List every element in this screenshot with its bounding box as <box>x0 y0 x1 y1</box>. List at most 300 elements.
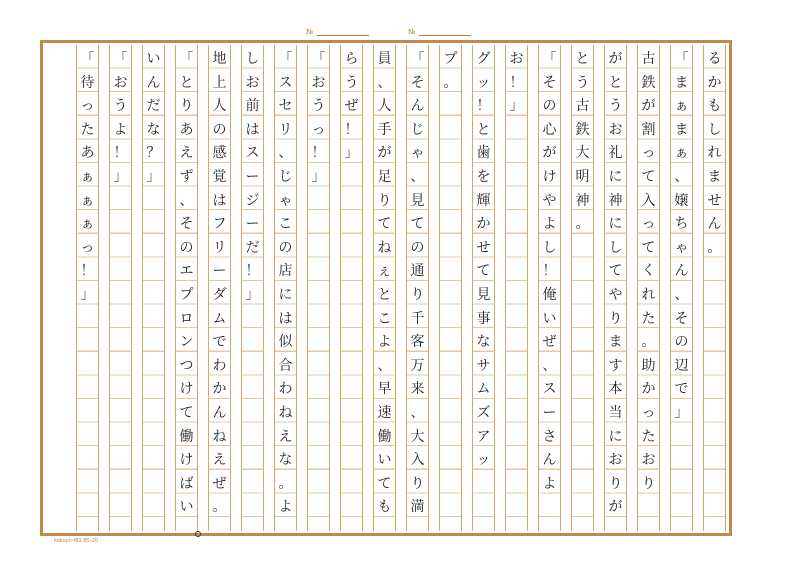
manuscript-char: は <box>212 192 227 209</box>
manuscript-char: 店 <box>278 263 293 280</box>
manuscript-char: う <box>344 74 359 91</box>
manuscript-char: 、 <box>410 168 425 185</box>
manuscript-char: な <box>278 452 293 469</box>
manuscript-column <box>472 45 495 531</box>
manuscript-char: ぁ <box>674 145 689 162</box>
manuscript-column <box>109 45 132 531</box>
manuscript-char: の <box>212 121 227 138</box>
manuscript-char: 「 <box>113 51 128 67</box>
manuscript-char: の <box>278 239 293 256</box>
manuscript-char: 。 <box>641 334 656 351</box>
manuscript-char: ぁ <box>80 168 95 185</box>
manuscript-char: ま <box>674 121 689 138</box>
manuscript-char: 足 <box>377 168 392 185</box>
manuscript-char: た <box>641 310 656 327</box>
manuscript-column <box>208 45 231 531</box>
manuscript-char: ッ <box>476 74 491 91</box>
manuscript-char: い <box>542 310 557 327</box>
manuscript-char: は <box>245 121 260 138</box>
manuscript-char: お <box>311 74 326 91</box>
manuscript-char: ！ <box>80 263 95 280</box>
manuscript-char: よ <box>113 121 128 138</box>
manuscript-char: れ <box>641 286 656 303</box>
manuscript-char: け <box>542 168 557 185</box>
column-gap <box>429 45 439 531</box>
manuscript-char: 「 <box>311 51 326 67</box>
manuscript-char: ね <box>377 239 392 256</box>
column-gap <box>297 45 307 531</box>
manuscript-char: 」 <box>80 286 95 303</box>
manuscript-char: し <box>707 121 722 138</box>
manuscript-char: 「 <box>542 51 557 67</box>
column-gap <box>396 45 406 531</box>
manuscript-column <box>571 45 594 531</box>
manuscript-char: く <box>641 263 656 280</box>
manuscript-char: ー <box>212 263 227 280</box>
manuscript-char: 「 <box>179 51 194 67</box>
manuscript-char: じ <box>410 121 425 138</box>
manuscript-char: そ <box>542 74 557 91</box>
manuscript-char: な <box>476 334 491 351</box>
manuscript-char: わ <box>278 381 293 398</box>
manuscript-char: え <box>278 428 293 445</box>
manuscript-char: ー <box>542 404 557 421</box>
manuscript-char: の <box>542 98 557 115</box>
manuscript-char: せ <box>707 192 722 209</box>
manuscript-column <box>406 45 429 531</box>
manuscript-char: ぁ <box>80 192 95 209</box>
manuscript-char: つ <box>179 357 194 374</box>
column-gap <box>594 45 604 531</box>
column-gap <box>99 45 109 531</box>
manuscript-char: よ <box>542 216 557 233</box>
manuscript-char: っ <box>641 145 656 162</box>
manuscript-char: 神 <box>575 192 590 209</box>
manuscript-char: ん <box>707 216 722 233</box>
manuscript-char: て <box>410 216 425 233</box>
manuscript-column <box>670 45 693 531</box>
column-gap <box>231 45 241 531</box>
manuscript-char: が <box>377 145 392 162</box>
manuscript-char: わ <box>212 357 227 374</box>
manuscript-char: に <box>278 286 293 303</box>
manuscript-char: り <box>410 475 425 492</box>
column-gap <box>561 45 571 531</box>
manuscript-column <box>340 45 363 531</box>
manuscript-char: ゃ <box>674 239 689 256</box>
manuscript-char: 働 <box>179 428 194 445</box>
manuscript-char: 万 <box>410 357 425 374</box>
manuscript-char: 満 <box>410 499 425 516</box>
manuscript-char: 「 <box>410 51 425 67</box>
manuscript-char: ス <box>245 145 260 162</box>
manuscript-column <box>439 45 462 531</box>
manuscript-column <box>274 45 297 531</box>
manuscript-char: 合 <box>278 357 293 374</box>
manuscript-char: 速 <box>377 404 392 421</box>
manuscript-char: ぜ <box>212 475 227 492</box>
manuscript-char: 」 <box>146 168 161 185</box>
manuscript-char: た <box>641 428 656 445</box>
manuscript-char: ま <box>608 334 623 351</box>
manuscript-char: 辺 <box>674 357 689 374</box>
manuscript-char: 待 <box>80 74 95 91</box>
manuscript-char: よ <box>542 475 557 492</box>
manuscript-char: お <box>113 74 128 91</box>
manuscript-char: 前 <box>245 98 260 115</box>
manuscript-char: だ <box>146 98 161 115</box>
manuscript-char: 「 <box>674 51 689 67</box>
manuscript-char: な <box>146 121 161 138</box>
manuscript-char: ん <box>674 263 689 280</box>
manuscript-char: し <box>608 239 623 256</box>
manuscript-char: 感 <box>212 145 227 162</box>
manuscript-char: そ <box>674 310 689 327</box>
column-gap <box>462 45 472 531</box>
manuscript-char: い <box>146 51 161 67</box>
manuscript-char: お <box>509 51 524 67</box>
manuscript-column <box>307 45 330 531</box>
manuscript-char: 古 <box>575 98 590 115</box>
manuscript-char: ぜ <box>542 334 557 351</box>
manuscript-char: 事 <box>476 310 491 327</box>
manuscript-char: 。 <box>278 475 293 492</box>
manuscript-char: ぜ <box>344 98 359 115</box>
manuscript-char: 嬢 <box>674 192 689 209</box>
manuscript-char: り <box>641 475 656 492</box>
manuscript-char: 」 <box>311 168 326 185</box>
number-field-2 <box>408 28 471 36</box>
manuscript-char: っ <box>80 98 95 115</box>
manuscript-char: ロ <box>179 310 194 327</box>
manuscript-char: を <box>476 168 491 185</box>
manuscript-char: い <box>179 499 194 516</box>
manuscript-char: も <box>707 98 722 115</box>
manuscript-column <box>703 45 726 531</box>
manuscript-char: サ <box>476 357 491 374</box>
manuscript-char: 、 <box>674 168 689 185</box>
manuscript-char: う <box>113 98 128 115</box>
manuscript-char: 助 <box>641 357 656 374</box>
manuscript-char: よ <box>278 499 293 516</box>
manuscript-char: て <box>377 216 392 233</box>
manuscript-char: 人 <box>212 98 227 115</box>
manuscript-char: ッ <box>476 452 491 469</box>
manuscript-char: ま <box>674 74 689 91</box>
manuscript-char: 本 <box>608 381 623 398</box>
manuscript-char: 。 <box>443 74 458 91</box>
manuscript-char: け <box>179 452 194 469</box>
manuscript-char: し <box>542 239 557 256</box>
manuscript-char: っ <box>311 121 326 138</box>
manuscript-char: 、 <box>674 286 689 303</box>
manuscript-char: フ <box>212 216 227 233</box>
manuscript-char: が <box>641 98 656 115</box>
manuscript-char: れ <box>707 145 722 162</box>
column-gap <box>495 45 505 531</box>
manuscript-char: に <box>608 428 623 445</box>
manuscript-char: か <box>476 216 491 233</box>
column-gap <box>330 45 340 531</box>
number-label: № <box>408 28 416 36</box>
manuscript-char: ス <box>278 74 293 91</box>
manuscript-char: と <box>608 74 623 91</box>
manuscript-char: 。 <box>707 239 722 256</box>
manuscript-char: り <box>410 286 425 303</box>
manuscript-char: か <box>707 74 722 91</box>
margin-dot <box>195 531 201 537</box>
manuscript-char: 地 <box>212 51 227 67</box>
manuscript-char: エ <box>179 263 194 280</box>
manuscript-char: ー <box>245 168 260 185</box>
manuscript-char: 千 <box>410 310 425 327</box>
manuscript-char: ち <box>674 216 689 233</box>
manuscript-char: う <box>311 98 326 115</box>
manuscript-char: え <box>179 145 194 162</box>
manuscript-char: や <box>542 192 557 209</box>
manuscript-char: せ <box>476 239 491 256</box>
manuscript-char: 、 <box>278 145 293 162</box>
manuscript-char: 似 <box>278 334 293 351</box>
manuscript-char: お <box>608 452 623 469</box>
manuscript-char: も <box>377 499 392 516</box>
manuscript-char: 早 <box>377 381 392 398</box>
manuscript-char: 入 <box>641 192 656 209</box>
column-gap <box>264 45 274 531</box>
manuscript-char: ダ <box>212 286 227 303</box>
manuscript-char: 」 <box>245 286 260 303</box>
manuscript-char: ！ <box>542 263 557 280</box>
manuscript-char: ん <box>410 98 425 115</box>
manuscript-column <box>604 45 627 531</box>
manuscript-char: 鉄 <box>641 74 656 91</box>
manuscript-char: て <box>179 404 194 421</box>
manuscript-char: よ <box>377 334 392 351</box>
manuscript-char: お <box>245 74 260 91</box>
manuscript-char: ？ <box>146 145 161 162</box>
manuscript-char: 。 <box>212 499 227 516</box>
manuscript-char: る <box>707 51 722 67</box>
manuscript-char: ズ <box>476 404 491 421</box>
manuscript-char: ジ <box>245 192 260 209</box>
manuscript-column <box>637 45 660 531</box>
manuscript-char: 大 <box>575 145 590 162</box>
manuscript-char: 、 <box>179 192 194 209</box>
column-gap <box>165 45 175 531</box>
manuscript-char: 当 <box>608 404 623 421</box>
manuscript-char: ム <box>476 381 491 398</box>
manuscript-char: 鉄 <box>575 121 590 138</box>
manuscript-char: で <box>674 381 689 398</box>
manuscript-column <box>76 45 99 531</box>
manuscript-char: の <box>674 334 689 351</box>
manuscript-char: ば <box>179 475 194 492</box>
manuscript-char: り <box>608 310 623 327</box>
manuscript-char: か <box>641 381 656 398</box>
manuscript-char: ！ <box>509 74 524 91</box>
manuscript-char: 来 <box>410 381 425 398</box>
manuscript-char: 客 <box>410 334 425 351</box>
manuscript-char: ン <box>179 334 194 351</box>
manuscript-column <box>241 45 264 531</box>
column-gap <box>363 45 373 531</box>
manuscript-char: そ <box>179 216 194 233</box>
manuscript-char: 、 <box>410 404 425 421</box>
manuscript-char: ！ <box>344 121 359 138</box>
manuscript-char: っ <box>641 404 656 421</box>
manuscript-char: り <box>608 475 623 492</box>
manuscript-char: グ <box>476 51 491 67</box>
manuscript-char: 見 <box>410 192 425 209</box>
manuscript-char: リ <box>212 239 227 256</box>
manuscript-char: 古 <box>641 51 656 67</box>
column-gap <box>693 45 703 531</box>
manuscript-char: お <box>641 452 656 469</box>
manuscript-char: 、 <box>377 357 392 374</box>
manuscript-char: ぁ <box>674 98 689 115</box>
manuscript-char: ス <box>542 381 557 398</box>
manuscript-char: そ <box>410 74 425 91</box>
manuscript-char: と <box>179 74 194 91</box>
manuscript-char: ね <box>212 428 227 445</box>
manuscript-char: の <box>410 239 425 256</box>
manuscript-char: ゃ <box>410 145 425 162</box>
manuscript-char: に <box>608 216 623 233</box>
manuscript-char: ん <box>542 452 557 469</box>
manuscript-char: リ <box>278 121 293 138</box>
manuscript-char: り <box>179 98 194 115</box>
manuscript-char: え <box>212 452 227 469</box>
manuscript-char: 神 <box>608 192 623 209</box>
manuscript-char: す <box>608 357 623 374</box>
manuscript-char: 「 <box>80 51 95 67</box>
manuscript-char: っ <box>80 239 95 256</box>
number-field-1 <box>306 28 369 36</box>
manuscript-char: い <box>377 452 392 469</box>
manuscript-char: セ <box>278 98 293 115</box>
manuscript-char: の <box>179 239 194 256</box>
manuscript-char: し <box>245 51 260 67</box>
manuscript-char: ！ <box>113 145 128 162</box>
manuscript-char: う <box>575 74 590 91</box>
manuscript-char: 手 <box>377 121 392 138</box>
number-label: № <box>306 28 314 36</box>
manuscript-char: 輝 <box>476 192 491 209</box>
manuscript-char: が <box>608 499 623 516</box>
manuscript-char: 働 <box>377 428 392 445</box>
manuscript-char: は <box>278 310 293 327</box>
manuscript-char: 」 <box>509 98 524 115</box>
manuscript-char: ね <box>278 404 293 421</box>
manuscript-char: と <box>476 121 491 138</box>
manuscript-char: ん <box>212 404 227 421</box>
manuscript-char: ぇ <box>377 263 392 280</box>
manuscript-char: 大 <box>410 428 425 445</box>
manuscript-char: ら <box>344 51 359 67</box>
manuscript-char: ず <box>179 168 194 185</box>
manuscript-columns <box>46 45 726 531</box>
manuscript-char: ゃ <box>278 192 293 209</box>
manuscript-char: と <box>377 286 392 303</box>
manuscript-char: 上 <box>212 74 227 91</box>
column-gap <box>627 45 637 531</box>
manuscript-char: け <box>179 381 194 398</box>
manuscript-char: 割 <box>641 121 656 138</box>
manuscript-char: 明 <box>575 168 590 185</box>
manuscript-char: て <box>641 168 656 185</box>
manuscript-char: て <box>476 263 491 280</box>
manuscript-char: 歯 <box>476 145 491 162</box>
manuscript-char: に <box>608 168 623 185</box>
manuscript-char: プ <box>443 51 458 67</box>
manuscript-char: ぁ <box>80 216 95 233</box>
manuscript-sheet <box>40 40 732 536</box>
manuscript-char: 員 <box>377 51 392 67</box>
manuscript-char: 礼 <box>608 145 623 162</box>
manuscript-column <box>142 45 165 531</box>
manuscript-char: 「 <box>278 51 293 67</box>
manuscript-char: 、 <box>377 74 392 91</box>
manuscript-char: ！ <box>311 145 326 162</box>
manuscript-char: で <box>212 334 227 351</box>
manuscript-char: 見 <box>476 286 491 303</box>
manuscript-char: ！ <box>245 263 260 280</box>
manuscript-char: あ <box>80 145 95 162</box>
manuscript-char: あ <box>179 121 194 138</box>
manuscript-char: り <box>377 192 392 209</box>
manuscript-char: お <box>608 121 623 138</box>
manuscript-char: 俺 <box>542 286 557 303</box>
manuscript-char: て <box>641 239 656 256</box>
manuscript-char: 」 <box>674 404 689 421</box>
manuscript-column <box>505 45 528 531</box>
manuscript-char: 通 <box>410 263 425 280</box>
manuscript-char: か <box>212 381 227 398</box>
manuscript-char: う <box>608 98 623 115</box>
manuscript-char: 。 <box>575 216 590 233</box>
manuscript-char: ま <box>707 168 722 185</box>
manuscript-char: さ <box>542 428 557 445</box>
column-gap <box>660 45 670 531</box>
manuscript-char: じ <box>278 168 293 185</box>
manuscript-char: こ <box>278 216 293 233</box>
column-gap <box>132 45 142 531</box>
manuscript-column <box>373 45 396 531</box>
manuscript-char: ！ <box>476 98 491 115</box>
manuscript-char: と <box>575 51 590 67</box>
manuscript-char: こ <box>377 310 392 327</box>
manuscript-char: 入 <box>410 452 425 469</box>
footer-code: kokuyo-f81 B5-20 <box>54 538 99 544</box>
manuscript-char: ん <box>146 74 161 91</box>
manuscript-char: て <box>377 475 392 492</box>
column-gap <box>528 45 538 531</box>
manuscript-char: っ <box>641 216 656 233</box>
manuscript-column <box>175 45 198 531</box>
manuscript-char: ー <box>245 216 260 233</box>
column-gap <box>198 45 208 531</box>
manuscript-column <box>538 45 561 531</box>
manuscript-char: が <box>608 51 623 67</box>
manuscript-char: 覚 <box>212 168 227 185</box>
manuscript-char: 」 <box>344 145 359 162</box>
manuscript-char: や <box>608 286 623 303</box>
manuscript-char: が <box>542 145 557 162</box>
manuscript-char: 人 <box>377 98 392 115</box>
manuscript-char: ム <box>212 310 227 327</box>
manuscript-char: だ <box>245 239 260 256</box>
manuscript-char: ア <box>476 428 491 445</box>
